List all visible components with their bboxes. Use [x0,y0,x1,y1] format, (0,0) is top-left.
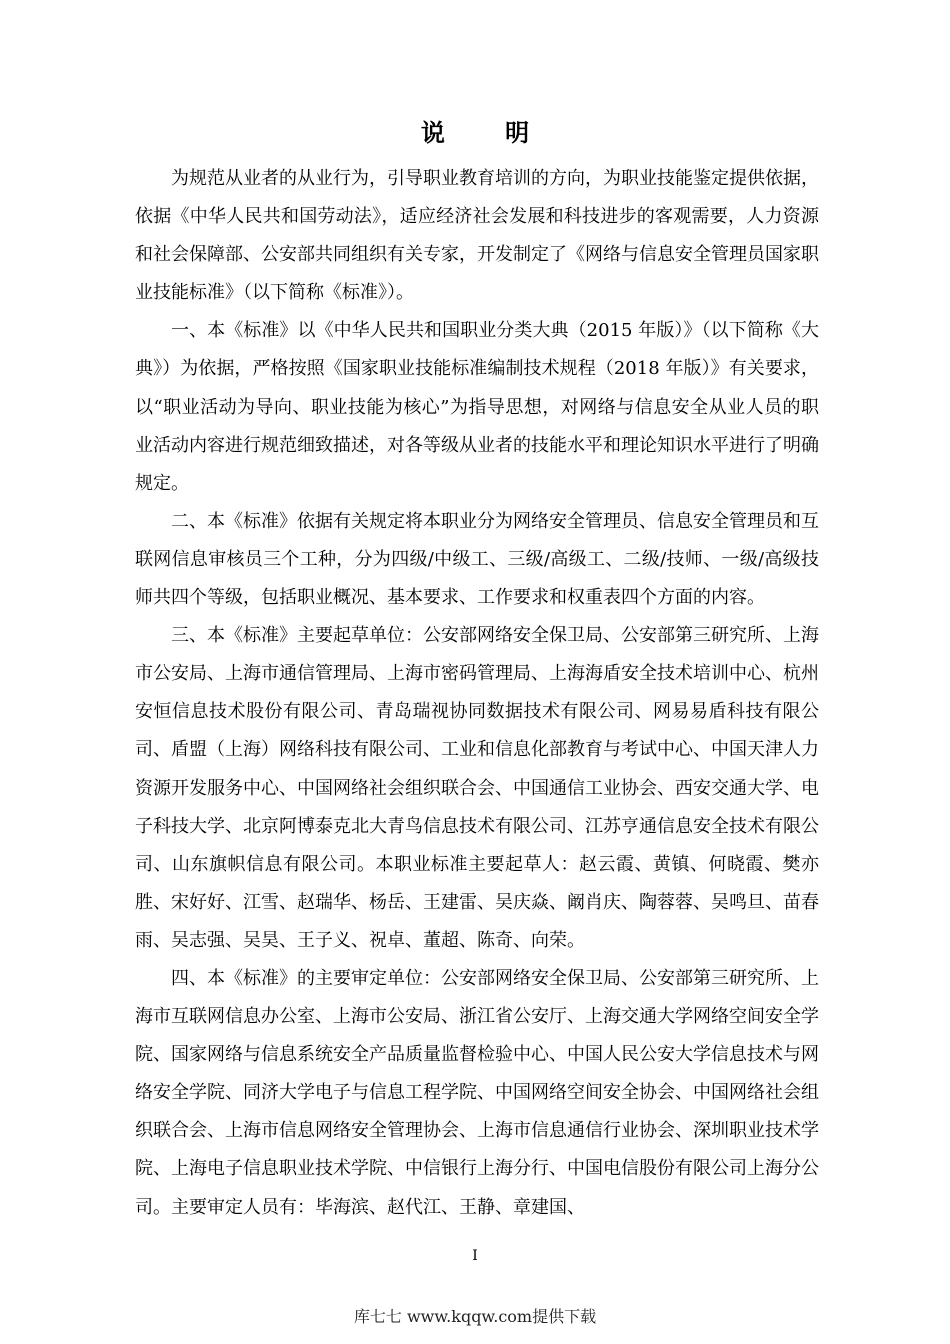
paragraph-2: 二、本《标准》依据有关规定将本职业分为网络安全管理员、信息安全管理员和互联网信息审核员三个工种，分为四级/中级工、三级/高级工、二级/技师、一级/高级技师共四个等级，包括职业概况、基本要求、工作要求和权重表四个方面的内容。 [135,510,819,609]
page-number: I [472,1248,478,1264]
paragraph-1: 一、本《标准》以《中华人民共和国职业分类大典（2015 年版）》（以下简称《大典》）为依据，严格按照《国家职业技能标准编制技术规程（2018 年版）》有关要求，以“职业活动为导向、职业技能为核心”为指导思想，对网络与信息安全从业人员的职业活动内容进行规范细致描述，对各等级从业者的技能水平和理论知识水平进行了明确规定。 [135,320,819,494]
paragraph-4: 四、本《标准》的主要审定单位：公安部网络安全保卫局、公安部第三研究所、上海市互联网信息办公室、上海市公安局、浙江省公安厅、上海交通大学网络空间安全学院、国家网络与信息系统安全产品质量监督检验中心、中国人民公安大学信息技术与网络安全学院、同济大学电子与信息工程学院、中国网络空间安全协会、中国网络社会组织联合会、上海市信息网络安全管理协会、上海市信息通信行业协会、深圳职业技术学院、上海电子信息职业技术学院、中信银行上海分行、中国电信股份有限公司上海分公司。主要审定人员有：毕海滨、赵代江、王静、章建国、 [135,967,819,1218]
paragraph-3: 三、本《标准》主要起草单位：公安部网络安全保卫局、公安部第三研究所、上海市公安局、上海市通信管理局、上海市密码管理局、上海海盾安全技术培训中心、杭州安恒信息技术股份有限公司、青岛瑞视协同数据技术有限公司、网易易盾科技有限公司、盾盟（上海）网络科技有限公司、工业和信息化部教育与考试中心、中国天津人力资源开发服务中心、中国网络社会组织联合会、中国通信工业协会、西安交通大学、电子科技大学、北京阿博泰克北大青鸟信息技术有限公司、江苏亨通信息安全技术有限公司、山东旗帜信息有限公司。本职业标准主要起草人：赵云霞、黄镇、何晓霞、樊亦胜、宋好好、江雪、赵瑞华、杨岳、王建雷、吴庆焱、阚肖庆、陶蓉蓉、吴鸣旦、苗春雨、吴志强、吴昊、王子义、祝卓、董超、陈奇、向荣。 [135,625,819,951]
body-text [135,160,819,1227]
page-title: 说 明 [420,119,556,147]
intro-paragraph: 为规范从业者的从业行为，引导职业教育培训的方向，为职业技能鉴定提供依据，依据《中华人民共和国劳动法》，适应经济社会发展和科技进步的客观需要，人力资源和社会保障部、公安部共同组织有关专家，开发制定了《网络与信息安全管理员国家职业技能标准》（以下简称《标准》）。 [135,168,819,304]
download-footer: 库七七 www.kqqw.com提供下载 [353,1307,597,1326]
